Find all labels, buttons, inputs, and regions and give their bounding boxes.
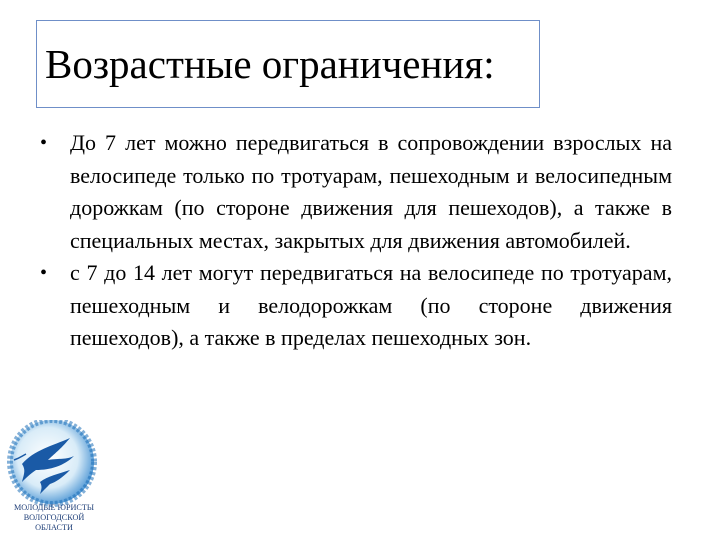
logo-caption-line: ВОЛОГОДСКОЙ bbox=[23, 513, 85, 522]
list-item bbox=[36, 127, 672, 257]
title-box bbox=[36, 20, 540, 108]
list-item bbox=[36, 257, 672, 355]
slide-title: Возрастные ограничения: bbox=[45, 40, 495, 87]
bullet-icon: • bbox=[40, 262, 48, 284]
bullet-list bbox=[36, 127, 672, 355]
logo-caption-line: МОЛОДЫЕ ЮРИСТЫ bbox=[13, 503, 95, 512]
bullet-text: с 7 до 14 лет могут передвигаться на велосипеде по тротуарам, пешеходным и велодорожкам (по стороне движения пешеходов), а также в пределах пешеходных зон. bbox=[70, 260, 672, 350]
bullet-icon: • bbox=[40, 132, 48, 154]
bullet-text: До 7 лет можно передвигаться в сопровождении взрослых на велосипеде только по тротуарам, пешеходным и велосипедным дорожкам (по стороне движения для пешеходов), а также в специальных местах, закрытых для движения автомобилей. bbox=[70, 130, 672, 253]
logo-caption-line: ОБЛАСТИ bbox=[35, 523, 73, 532]
logo-caption bbox=[0, 503, 108, 533]
